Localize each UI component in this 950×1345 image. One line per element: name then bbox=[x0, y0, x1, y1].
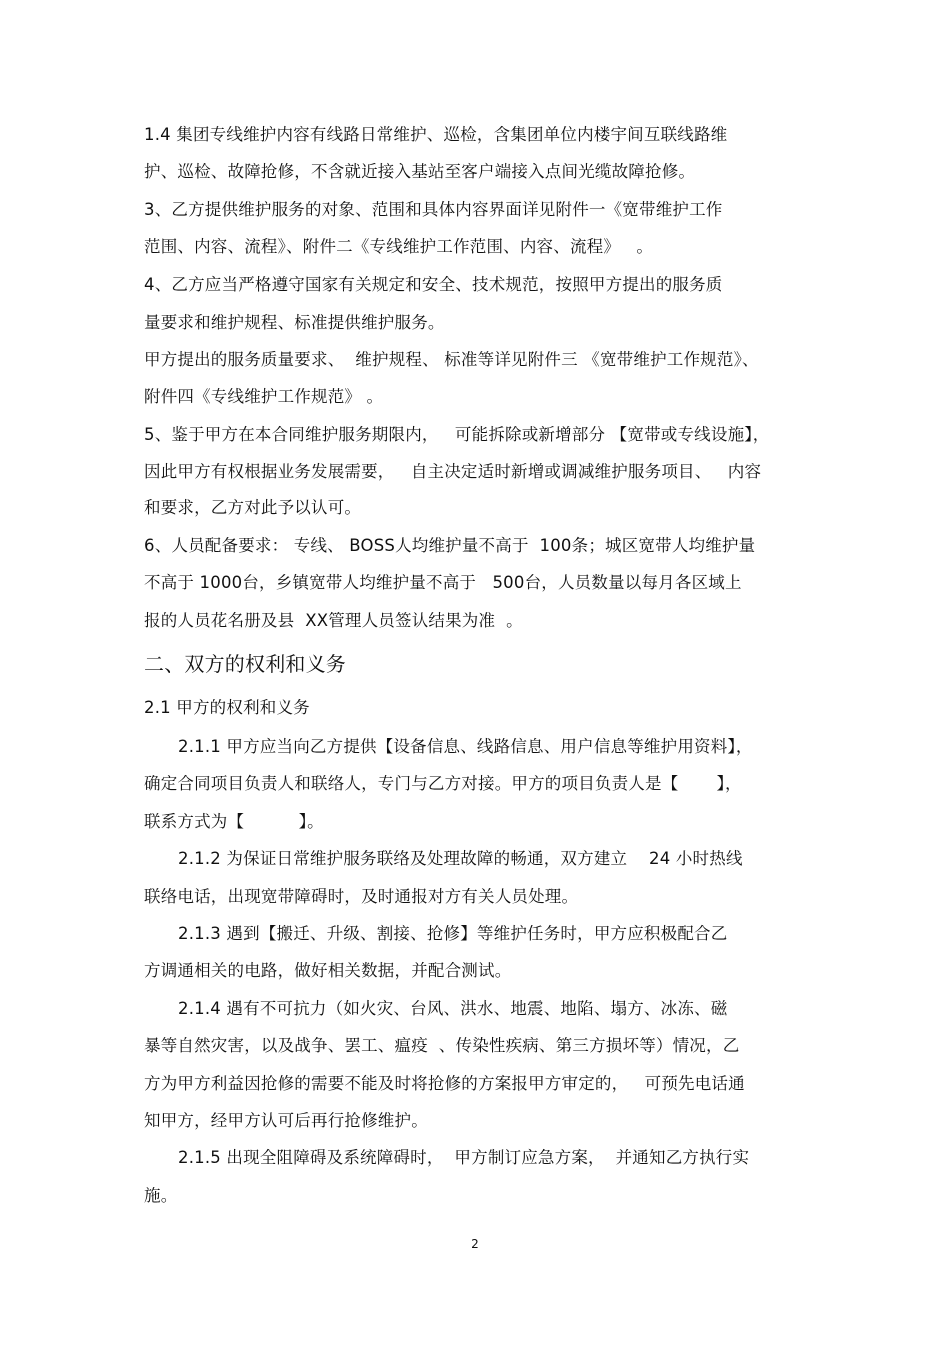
page-number: 2 bbox=[471, 1237, 479, 1251]
text-line: 3、乙方提供维护服务的对象、范围和具体内容界面详见附件一《宽带维护工作 bbox=[144, 200, 723, 219]
text-line: 联系方式为【 】。 bbox=[144, 812, 324, 831]
text-line: 方调通相关的电路，做好相关数据，并配合测试。 bbox=[144, 961, 512, 980]
text-line: 知甲方，经甲方认可后再行抢修维护。 bbox=[144, 1111, 428, 1130]
text-line: 报的人员花名册及县 XX管理人员签认结果为准 。 bbox=[144, 611, 523, 630]
text-line: 5、鉴于甲方在本合同维护服务期限内， 可能拆除或新增部分 【宽带或专线设施】， bbox=[144, 425, 770, 444]
text-line: 因此甲方有权根据业务发展需要， 自主决定适时新增或调减维护服务项目、 内容 bbox=[144, 462, 762, 481]
subsection-heading: 2.1 甲方的权利和义务 bbox=[144, 698, 310, 717]
text-line: 护、巡检、故障抢修，不含就近接入基站至客户端接入点间光缆故障抢修。 bbox=[144, 162, 696, 181]
text-line: 施。 bbox=[144, 1186, 178, 1205]
text-line: 暴等自然灾害，以及战争、罢工、瘟疫 、传染性疾病、第三方损坏等）情况，乙 bbox=[144, 1036, 740, 1055]
text-line: 确定合同项目负责人和联络人，专门与乙方对接。甲方的项目负责人是【 】， bbox=[144, 774, 742, 793]
text-line: 量要求和维护规程、标准提供维护服务。 bbox=[144, 313, 445, 332]
text-line: 1.4 集团专线维护内容有线路日常维护、巡检，含集团单位内楼宇间互联线路维 bbox=[144, 125, 728, 144]
text-line: 2.1.5 出现全阻障碍及系统障碍时， 甲方制订应急方案， 并通知乙方执行实 bbox=[178, 1148, 750, 1167]
text-line: 方为甲方利益因抢修的需要不能及时将抢修的方案报甲方审定的， 可预先电话通 bbox=[144, 1074, 745, 1093]
text-line: 2.1.1 甲方应当向乙方提供【设备信息、线路信息、用户信息等维护用资料】， bbox=[178, 737, 753, 756]
text-line: 和要求，乙方对此予以认可。 bbox=[144, 498, 362, 517]
text-line: 4、乙方应当严格遵守国家有关规定和安全、技术规范，按照甲方提出的服务质 bbox=[144, 275, 723, 294]
text-line: 联络电话，出现宽带障碍时，及时通报对方有关人员处理。 bbox=[144, 887, 579, 906]
text-line: 附件四《专线维护工作规范》 。 bbox=[144, 387, 384, 406]
text-line: 范围、内容、流程》、附件二《专线维护工作范围、内容、流程》 。 bbox=[144, 237, 654, 256]
section-heading: 二、双方的权利和义务 bbox=[144, 652, 346, 676]
text-line: 6、人员配备要求： 专线、 BOSS人均维护量不高于 100条；城区宽带人均维护量 bbox=[144, 536, 756, 555]
text-line: 2.1.4 遇有不可抗力（如火灾、台风、洪水、地震、地陷、塌方、冰冻、磁 bbox=[178, 999, 728, 1018]
text-line: 甲方提出的服务质量要求、 维护规程、 标准等详见附件三 《宽带维护工作规范》、 bbox=[144, 350, 759, 369]
text-line: 2.1.2 为保证日常维护服务联络及处理故障的畅通，双方建立 24 小时热线 bbox=[178, 849, 743, 868]
text-line: 2.1.3 遇到【搬迁、升级、割接、抢修】等维护任务时，甲方应积极配合乙 bbox=[178, 924, 728, 943]
text-line: 不高于 1000台，乡镇宽带人均维护量不高于 500台，人员数量以每月各区域上 bbox=[144, 573, 742, 592]
